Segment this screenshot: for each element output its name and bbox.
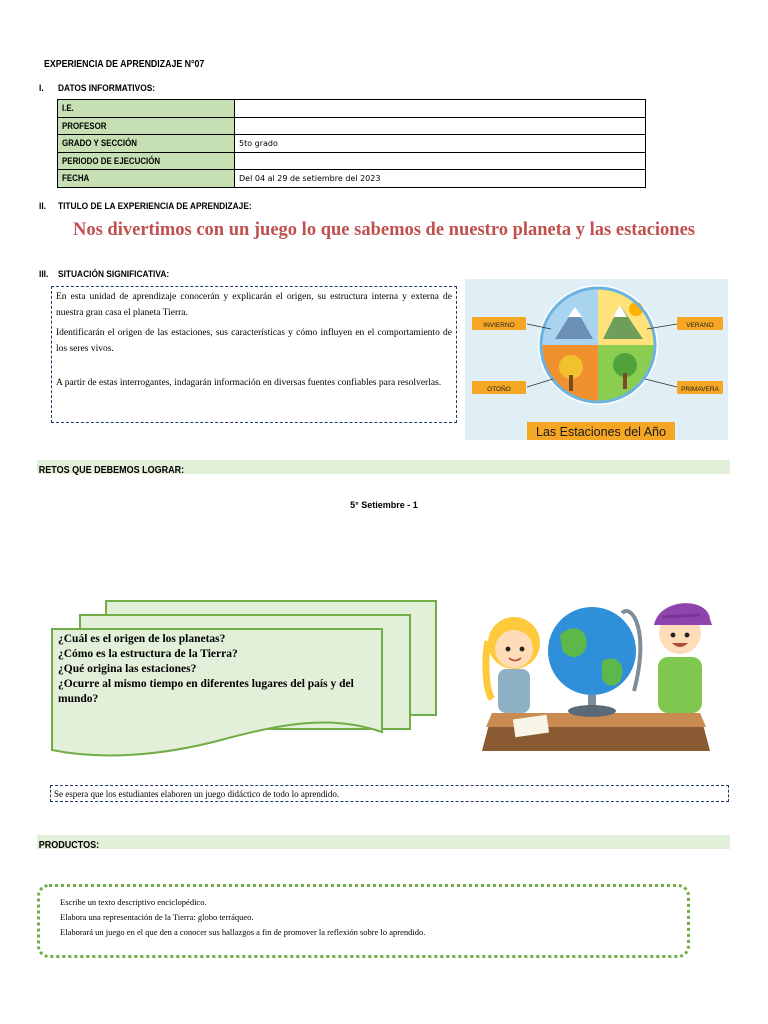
situation-box bbox=[51, 286, 457, 423]
autumn-label: OTOÑO bbox=[487, 386, 511, 393]
productos-heading: PRODUCTOS: bbox=[38, 840, 100, 851]
fecha-label: FECHA bbox=[62, 173, 90, 184]
profesor-value bbox=[235, 117, 646, 135]
retos-heading-bar bbox=[37, 460, 730, 474]
table-row bbox=[58, 100, 646, 118]
experience-title: EXPERIENCIA DE APRENDIZAJE N°07 bbox=[44, 59, 205, 70]
products-box bbox=[37, 884, 690, 958]
productos-heading-bar bbox=[37, 835, 730, 849]
product-item: Escribe un texto descriptivo enciclopédico. bbox=[60, 897, 207, 907]
question-card-front bbox=[51, 628, 384, 762]
questions-list bbox=[58, 632, 380, 707]
section-ii-number: II. bbox=[39, 201, 46, 212]
section-iii-label: SITUACIÓN SIGNIFICATIVA: bbox=[58, 269, 170, 280]
winter-label: INVIERNO bbox=[483, 322, 515, 329]
info-table bbox=[57, 99, 646, 188]
grado-label: GRADO Y SECCIÓN bbox=[62, 138, 137, 149]
ie-value bbox=[235, 100, 646, 118]
section-ii-label: TITULO DE LA EXPERIENCIA DE APRENDIZAJE: bbox=[58, 201, 252, 212]
profesor-label: PROFESOR bbox=[62, 120, 107, 131]
situation-paragraph: Identificarán el origen de las estaciones, sus características y cómo influyen en el comportamiento de los seres vivos. bbox=[56, 328, 452, 354]
spring-label: PRIMAVERA bbox=[681, 386, 719, 393]
seasons-illustration bbox=[465, 279, 728, 440]
session-date: 5° Setiembre - 1 bbox=[350, 500, 418, 510]
product-item: Elaborará un juego en el que den a conocer sus hallazgos a fin de promover la reflexión sobre lo aprendido. bbox=[60, 927, 426, 937]
summer-label: VERANO bbox=[686, 322, 714, 329]
kids-globe-illustration bbox=[462, 591, 729, 753]
table-row bbox=[58, 152, 646, 170]
section-iii-number: III. bbox=[39, 269, 49, 280]
question-item: ¿Cuál es el origen de los planetas? bbox=[58, 633, 226, 645]
retos-heading: RETOS QUE DEBEMOS LOGRAR: bbox=[38, 465, 185, 476]
periodo-label: PERIODO DE EJECUCIÓN bbox=[62, 155, 161, 166]
fecha-value: Del 04 al 29 de setiembre del 2023 bbox=[235, 170, 646, 188]
periodo-value bbox=[235, 152, 646, 170]
section-i-label: DATOS INFORMATIVOS: bbox=[58, 83, 156, 94]
table-row bbox=[58, 117, 646, 135]
experience-main-title: Nos divertimos con un juego lo que sabemos de nuestro planeta y las estaciones bbox=[73, 220, 695, 240]
globe-icon bbox=[548, 607, 636, 695]
table-row bbox=[58, 170, 646, 188]
product-item: Elabora una representación de la Tierra: globo terráqueo. bbox=[60, 912, 254, 922]
table-row bbox=[58, 135, 646, 153]
seasons-graphic bbox=[465, 279, 728, 440]
grado-value: 5to grado bbox=[235, 135, 646, 153]
section-i-number: I. bbox=[39, 83, 44, 94]
question-item: ¿Ocurre al mismo tiempo en diferentes lugares del país y del mundo? bbox=[58, 678, 354, 705]
seasons-caption: Las Estaciones del Año bbox=[536, 425, 666, 439]
situation-paragraph: A partir de estas interrogantes, indagarán información en diversas fuentes confiables para resolverlas. bbox=[56, 378, 442, 388]
question-item: ¿Cómo es la estructura de la Tierra? bbox=[58, 648, 238, 660]
ie-label: I.E. bbox=[62, 103, 74, 114]
situation-paragraph: En esta unidad de aprendizaje conocerán y explicarán el origen, su estructura interna y externa de nuestra gran casa el planeta Tierra. bbox=[56, 292, 452, 318]
kids-globe-graphic bbox=[462, 591, 729, 753]
question-item: ¿Qué origina las estaciones? bbox=[58, 663, 197, 675]
expectation-box: Se espera que los estudiantes elaboren un juego didáctico de todo lo aprendido. bbox=[50, 785, 729, 802]
